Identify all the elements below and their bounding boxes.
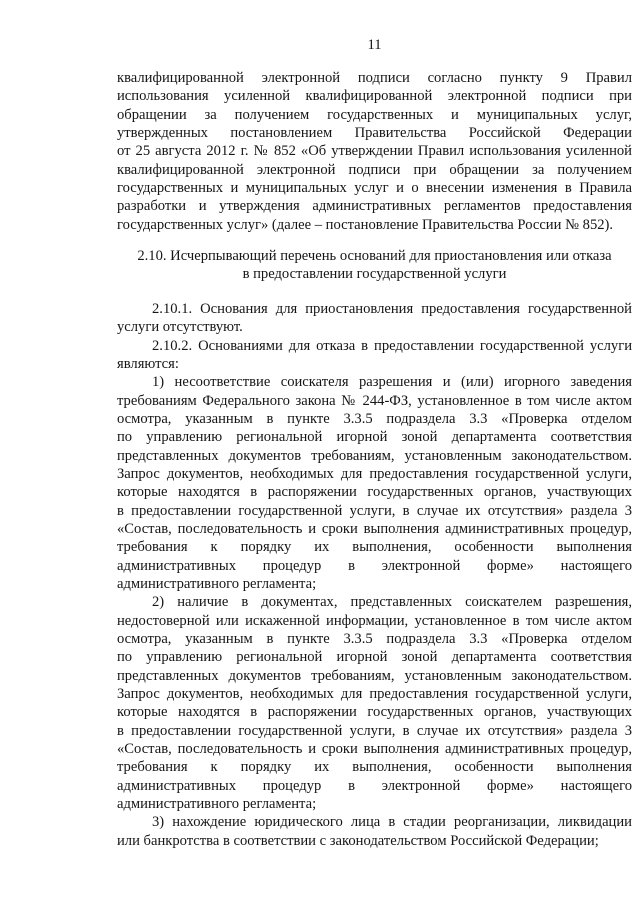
text-line: которые находятся в распоряжении государственных органов, участвующих bbox=[117, 484, 632, 501]
text-line: в предоставлении государственной услуги bbox=[242, 266, 507, 283]
text-line: недостоверной или искаженной информации, установленное в том числе актом bbox=[117, 612, 632, 629]
text-line: обращении за получением государственных и муниципальных услуг, bbox=[117, 106, 632, 123]
text-line: по управлению региональной игорной зоной департамента соответствия bbox=[117, 429, 632, 446]
text-line: квалифицированной электронной подписи согласно пункту 9 Правил bbox=[117, 70, 632, 86]
text-line: 1) несоответствие соискателя разрешения и (или) игорного заведения bbox=[152, 374, 632, 391]
text-line: услуги отсутствуют. bbox=[117, 319, 243, 336]
text-line: «Состав, последовательность и сроки выполнения административных процедур, bbox=[117, 520, 632, 537]
section-heading bbox=[117, 247, 632, 284]
text-line: квалифицированной электронной подписи при обращении за получением bbox=[117, 161, 632, 178]
list-item-1 bbox=[117, 373, 632, 593]
text-line: разработки и утверждения административных регламентов предоставления bbox=[117, 198, 632, 215]
text-line: административного регламента; bbox=[117, 795, 317, 812]
list-item-2 bbox=[117, 593, 632, 813]
text-line: использования усиленной квалифицированной электронной подписи при bbox=[117, 88, 632, 105]
text-line: государственных услуг» (далее – постановление Правительства России № 852). bbox=[117, 216, 614, 233]
text-line: являются: bbox=[117, 355, 179, 372]
text-line: требования к порядку их выполнения, особенности выполнения bbox=[117, 759, 632, 776]
text-line: или банкротства в соответствии с законодательством Российской Федерации; bbox=[117, 832, 599, 849]
text-line: государственных и муниципальных услуг и о внесении изменения в Правила bbox=[117, 179, 632, 196]
text-line: требования к порядку их выполнения, особенности выполнения bbox=[117, 539, 632, 556]
text-line: представленных документов требованиям, установленным законодательством. bbox=[117, 447, 632, 464]
text-line: Запрос документов, необходимых для предоставления государственной услуги, bbox=[117, 685, 632, 702]
text-line: осмотра, указанным в пункте 3.3.5 подраздела 3.3 «Проверка отделом bbox=[117, 630, 632, 647]
text-line: которые находятся в распоряжении государственных органов, участвующих bbox=[117, 704, 632, 721]
text-line: административного регламента; bbox=[117, 575, 317, 592]
text-line: административных процедур в электронной форме» настоящего bbox=[117, 777, 632, 794]
text-line: административных процедур в электронной форме» настоящего bbox=[117, 557, 632, 574]
text-line: 2.10.1. Основания для приостановления предоставления государственной bbox=[152, 301, 632, 317]
text-line: в предоставлении государственной услуги, в случае их отсутствия» раздела 3 bbox=[117, 502, 632, 519]
text-column bbox=[117, 69, 632, 850]
text-line: осмотра, указанным в пункте 3.3.5 подраздела 3.3 «Проверка отделом bbox=[117, 410, 632, 427]
text-line: Запрос документов, необходимых для предоставления государственной услуги, bbox=[117, 465, 632, 482]
text-line: 2) наличие в документах, представленных соискателем разрешения, bbox=[152, 594, 632, 611]
text-line: утвержденных постановлением Правительства Российской Федерации bbox=[117, 124, 632, 141]
text-line: требованиям Федерального закона № 244-ФЗ, установленное в том числе актом bbox=[117, 392, 632, 409]
paragraph-2-10-2 bbox=[117, 337, 632, 374]
text-line: 2.10. Исчерпывающий перечень оснований для приостановления или отказа bbox=[137, 247, 612, 264]
text-line: 3) нахождение юридического лица в стадии реорганизации, ликвидации bbox=[152, 814, 632, 831]
list-item-3 bbox=[117, 813, 632, 850]
text-line: в предоставлении государственной услуги, в случае их отсутствия» раздела 3 bbox=[117, 722, 632, 739]
text-line: по управлению региональной игорной зоной департамента соответствия bbox=[117, 649, 632, 666]
paragraph-2-10-1 bbox=[117, 300, 632, 337]
page-number: 11 bbox=[367, 37, 382, 53]
text-line: «Состав, последовательность и сроки выполнения административных процедур, bbox=[117, 740, 632, 757]
text-line: представленных документов требованиям, установленным законодательством. bbox=[117, 667, 632, 684]
paragraph-continuation bbox=[117, 69, 632, 234]
text-line: 2.10.2. Основаниями для отказа в предоставлении государственной услуги bbox=[152, 337, 632, 354]
text-line: от 25 августа 2012 г. № 852 «Об утверждении Правил использования усиленной bbox=[117, 143, 632, 160]
